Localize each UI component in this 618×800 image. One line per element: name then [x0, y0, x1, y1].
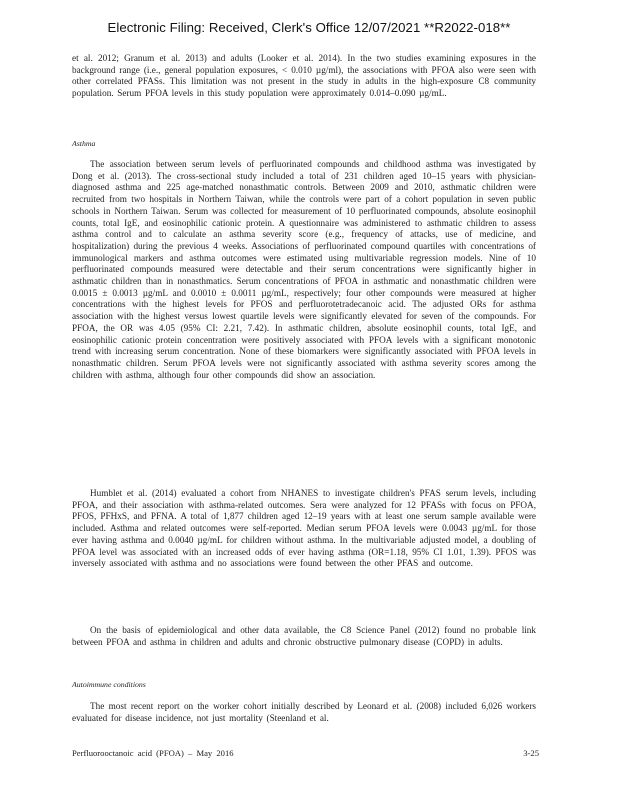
section-heading-autoimmune: Autoimmune conditions — [72, 680, 146, 689]
paragraph-text: On the basis of epidemiological and other data available, the C8 Science Panel (2012) found no probable link between PFOA and asthma in children and adults and chronic obstructive pulmonary disease (COPD) in adults. — [72, 625, 536, 647]
footer-document-title: Perfluorooctanoic acid (PFOA) – May 2016 — [72, 748, 234, 758]
page-number: 3-25 — [523, 748, 539, 758]
section-heading-asthma: Asthma — [72, 139, 96, 148]
filing-header: Electronic Filing: Received, Clerk's Office 12/07/2021 **R2022-018** — [107, 20, 511, 35]
paragraph-humblet — [72, 488, 536, 570]
paragraph-text: The most recent report on the worker cohort initially described by Leonard et al. (2008) included 6,026 workers evaluated for disease incidence, not just mortality (Steenland et al. — [72, 701, 536, 723]
paragraph-autoimmune — [72, 701, 536, 724]
paragraph-intro — [72, 53, 536, 100]
paragraph-text: Humblet et al. (2014) evaluated a cohort from NHANES to investigate children's PFAS serum levels, including PFOA, and their association with asthma-related outcomes. Sera were analyzed for 12 PFASs with focus on PFOA, PFOS, PFHxS, and PFNA. A total of 1,877 children aged 12–19 years with at least one serum sample available were included. Asthma and related outcomes were self-reported. Median serum PFOA levels were 0.0043 µg/mL for those ever having asthma and 0.0040 µg/mL for children without asthma. In the multivariable adjusted model, a doubling of PFOA level was associated with an increased odds of ever having asthma (OR=1.18, 95% CI 1.01, 1.39). PFOS was inversely associated with asthma and no associations were found between the other PFAS and outcome. — [72, 488, 536, 569]
paragraph-text: et al. 2012; Granum et al. 2013) and adults (Looker et al. 2014). In the two studies examining exposures in the background range (i.e., general population exposures, < 0.010 µg/ml), the associations with PFOA also were seen with other correlated PFASs. This limitation was not present in the study in adults in the high-exposure C8 community population. Serum PFOA levels in this study population were approximately 0.014–0.090 µg/mL. — [72, 53, 536, 99]
paragraph-text: The association between serum levels of perfluorinated compounds and childhood asthma was investigated by Dong et al. (2013). The cross-sectional study included a total of 231 children aged 10–15 years with physician-diagnosed asthma and 225 age-matched nonasthmatic controls. Between 2009 and 2010, asthmatic children were recruited from two hospitals in Northern Taiwan, while the controls were part of a cohort population in seven public schools in Northern Taiwan. Serum was collected for measurement of 10 perfluorinated compounds, absolute eosinophil counts, total IgE, and eosinophilic cationic protein. A questionnaire was administered to asthmatic children to assess asthma control and to calculate an asthma severity score (e.g., frequency of attacks, use of medicine, and hospitalization) during the previous 4 weeks. Associations of perfluorinated compound quartiles with concentrations of immunological markers and asthma outcomes were estimated using multivariable regression models. Nine of 10 perfluorinated compounds measured were detectable and their serum concentrations were significantly higher in asthmatic children than in nonasthmatics. Serum concentrations of PFOA in asthmatic and nonasthmatic children were 0.0015 ± 0.0013 µg/mL and 0.0010 ± 0.0011 µg/mL, respectively; four other compounds were measured at higher concentrations with the highest levels for PFOS and perfluorotetradecanoic acid. The adjusted ORs for asthma association with the highest versus lowest quartile levels were significantly elevated for seven of the compounds. For PFOA, the OR was 4.05 (95% CI: 2.21, 7.42). In asthmatic children, absolute eosinophil counts, total IgE, and eosinophilic cationic protein concentration were positively associated with PFOA levels with a significant monotonic trend with increasing serum concentration. None of these biomarkers were significantly associated with PFOA levels in nonasthmatic children. Serum PFOA levels were not significantly associated with asthma severity scores among the children with asthma, although four other compounds did show an association. — [72, 159, 536, 380]
paragraph-dong — [72, 159, 536, 381]
paragraph-c8-panel — [72, 625, 536, 648]
